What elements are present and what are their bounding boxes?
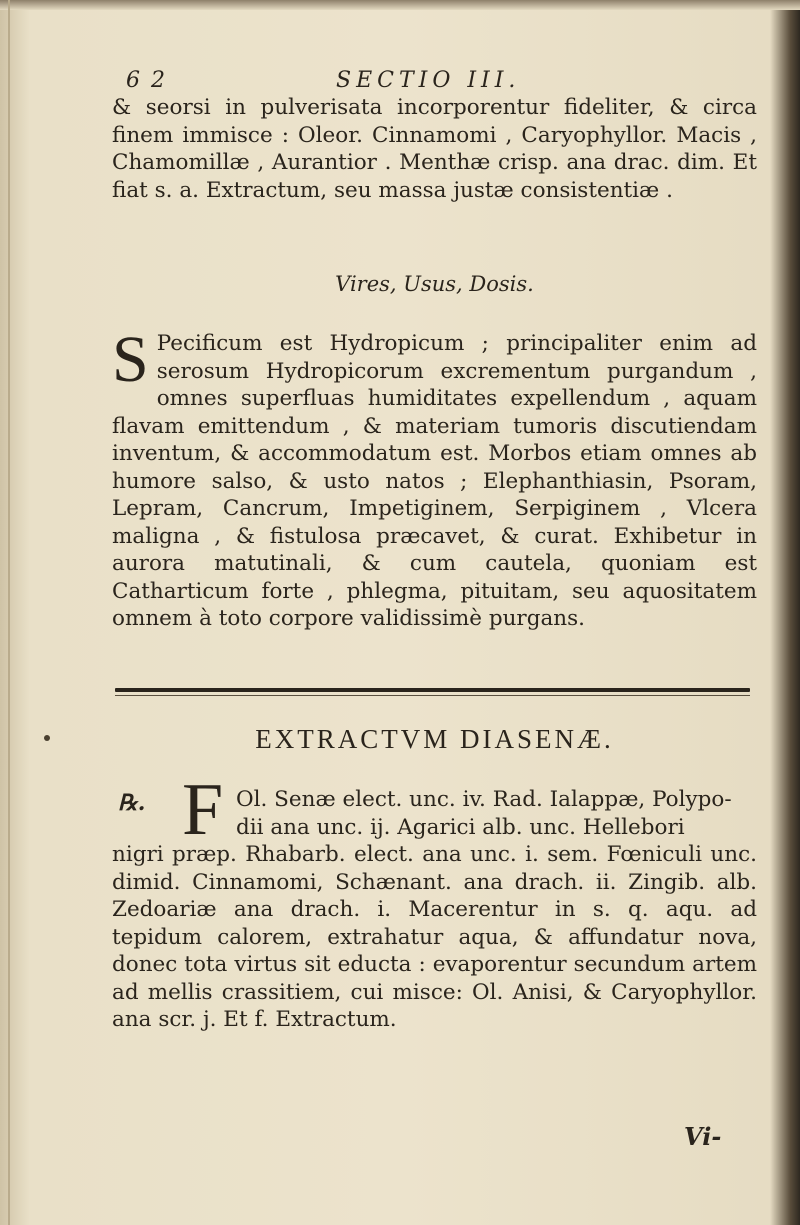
margin-dot	[44, 735, 50, 741]
drop-cap: S	[112, 323, 149, 396]
recipe-line-a: Ol. Senæ elect. unc. iv. Rad. Ialappæ, Polypo-	[236, 787, 732, 812]
recipe-symbol: ℞.	[118, 790, 146, 816]
page-top-shadow	[0, 0, 800, 10]
drop-cap-f: F	[182, 769, 224, 851]
ornamental-rule-thin	[115, 695, 750, 696]
recipe-line-b: dii ana unc. ij. Agarici alb. unc. Hellebori	[236, 815, 685, 840]
catchword: Vi-	[684, 1122, 722, 1151]
section-heading-extractum: EXTRACTVM DIASENÆ.	[255, 724, 614, 754]
ornamental-rule	[115, 688, 750, 692]
subheading-vires-usus-dosis: Vires, Usus, Dosis.	[335, 272, 534, 296]
paragraph-continuation: & seorsi in pulverisata incorporentur fideliter, & circa finem immisce : Oleor. Cinnamomi , Caryophyllor. Macis , Chamomillæ , Aurantior . Menthæ crisp. ana drac. dim. Et fiat s. a. Extractum, seu massa justæ consistentiæ .	[112, 95, 757, 203]
page-gutter-line	[8, 0, 10, 1225]
recipe-text: nigri præp. Rhabarb. elect. ana unc. i. sem. Fœniculi unc. dimid. Cinnamomi, Schænant. ana drach. ii. Zingib. alb. Zedoariæ ana drach. i. Macerentur in s. q. aqu. ad tepidum calorem, extrahatur aqua, & affundatur nova, donec tota virtus sit educta : evaporentur secundum artem ad mellis crassitiem, cui misce: Ol. Anisi, & Caryophyllor. ana scr. j. Et f. Extractum.	[112, 842, 757, 1032]
paragraph-text: Pecificum est Hydropicum ; principaliter enim ad serosum Hydropicorum excrementum purgandum , omnes superfluas humiditates expellendum , aquam flavam emittendum , & materiam tumoris discutiendam inventum, & accommodatum est. Morbos etiam omnes ab humore salso, & usto natos ; Elephanthiasin, Psoram, Lepram, Cancrum, Impetiginem, Serpiginem , Vlcera maligna , & fistulosa præcavet, & curat. Exhibetur in aurora matutinali, & cum cautela, quoniam est Catharticum forte , phlegma, pituitam, seu aquositatem omnem à toto corpore validissimè purgans.	[112, 331, 757, 631]
page-number: 6 2	[126, 68, 167, 93]
paragraph-specificum	[112, 323, 757, 633]
section-title: SECTIO III.	[336, 68, 521, 93]
